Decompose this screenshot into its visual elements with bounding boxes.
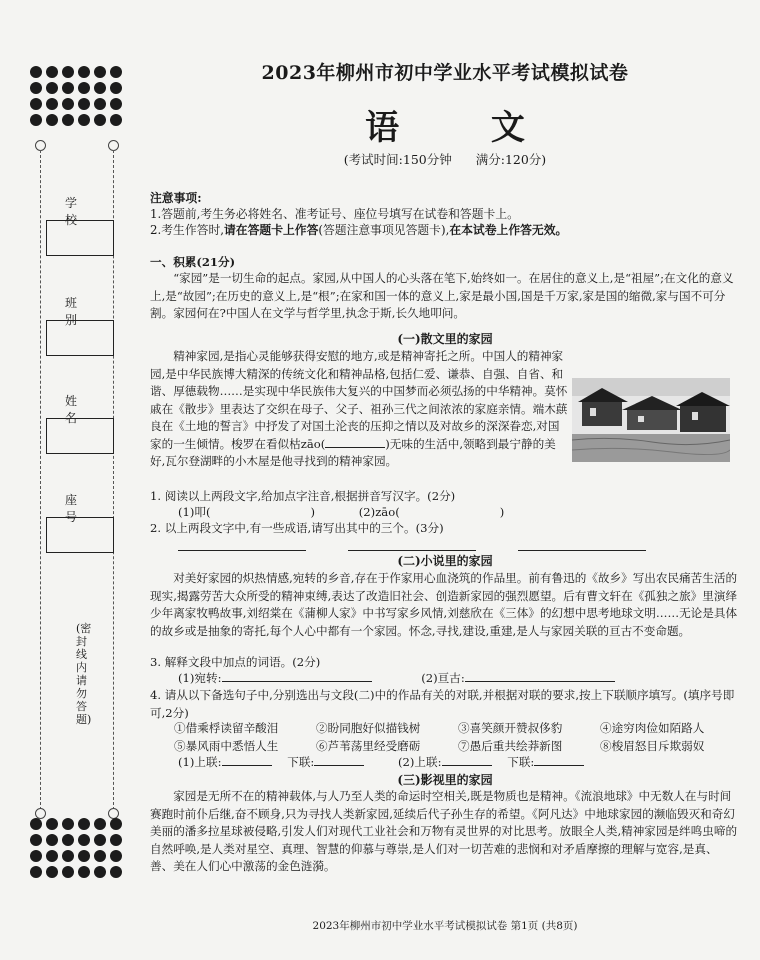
notes-line-2: 2.考生作答时,请在答题卡上作答(答题注意事项见答题卡),在本试卷上作答无效。 <box>150 223 568 237</box>
question-3-answers <box>178 670 738 688</box>
q2-answer-line-1[interactable] <box>178 550 306 551</box>
class-field[interactable] <box>46 320 114 356</box>
binding-dot <box>30 850 42 862</box>
section2-paragraph: 对美好家园的炽热情感,宛转的乡音,存在于作家用心血浇筑的作品里。前有鲁迅的《故乡》写出农民痛苦生活的现实,揭露劳苦大众所受的精神束缚,表达了改造旧社会、创造新家园的强烈愿望。后有曹文轩在《孤独之旅》里演绎少年离家牧鸭故事,刘绍棠在《蒲柳人家》中书写家乡风情,刘慈欣在《三体》的幻想中思考地球文明……无论是具体的故乡或是抽象的寄托,每个人心中都有一个家园。怀念,寻找,建设,重建,是人与家园关联的亘古不变命题。 <box>150 571 738 638</box>
binding-dot <box>30 834 42 846</box>
section1-paragraph: 精神家园,是指心灵能够获得安慰的地方,或是精神寄托之所。中国人的精神家园,是中华民族博大精深的传统文化和精神品格,包括仁爱、谦恭、自强、自省、和谐、厚德载物……是实现中华民族伟大复兴的中国梦而必须弘扬的中华精神。莫怀戚在《散步》里表达了交织在母子、父子、祖孙三代之间浓浓的家庭亲情。端木蕻良在《土地的誓言》中抒发了对国土沦丧的压抑之情以及对故乡的深深眷恋,对国家的一生倾情。梭罗在看似枯zāo( )无味的生活中,领略到最宁静的美好,瓦尔登湖畔的小木屋是他寻找到的精神家园。 <box>150 349 568 468</box>
binding-dot <box>30 82 42 94</box>
option-item: ⑤暴风雨中悉悟人生 <box>174 738 279 753</box>
binding-dot <box>46 66 58 78</box>
binding-dot <box>78 66 90 78</box>
binding-dot <box>30 66 42 78</box>
q2-answer-line-3[interactable] <box>518 550 646 551</box>
section3-title: (三)影视里的家园 <box>397 773 493 787</box>
binding-dot <box>94 66 106 78</box>
seat-field[interactable] <box>46 517 114 553</box>
question-1: 1. 阅读以上两段文字,给加点字注音,根据拼音写汉字。(2分) <box>150 489 456 503</box>
q3-answer-a: (1)宛转: <box>178 671 372 685</box>
binding-dot <box>78 114 90 126</box>
village-photo <box>572 378 730 462</box>
option-item: ③喜笑颜开赞叔侈豹 <box>458 721 563 735</box>
binding-dot <box>78 834 90 846</box>
binding-dot <box>30 98 42 110</box>
binding-dot <box>62 98 74 110</box>
part1-title: 一、积累(21分) <box>150 255 236 269</box>
binding-dot <box>94 850 106 862</box>
q3-answer-b: (2)亘古: <box>421 671 615 685</box>
q4-blank-2-upper[interactable] <box>442 765 492 766</box>
binding-dot <box>110 114 122 126</box>
seal-note: (密封线内请勿答题) <box>76 622 92 726</box>
binding-dot <box>94 818 106 830</box>
binding-dot <box>62 66 74 78</box>
exam-info <box>160 150 730 168</box>
exam-time: (考试时间:150分钟 <box>343 152 452 167</box>
binding-dot <box>46 98 58 110</box>
seal-line-left <box>40 150 41 810</box>
question-4: 4. 请从以下备选句子中,分别选出与文段(二)中的作品有关的对联,并根据对联的要求,按上下联顺序填写。(填序号即可,2分) <box>150 688 735 720</box>
question-4-answers: (1)上联: 下联: (2)上联: 下联: <box>178 754 738 772</box>
subject-title: 语 文 <box>365 108 565 148</box>
q2-answer-line-2[interactable] <box>348 550 476 551</box>
binding-dot <box>110 834 122 846</box>
binding-dot <box>110 850 122 862</box>
section3-paragraph: 家园是无所不在的精神载体,与人乃至人类的命运时空相关,既是物质也是精神。《流浪地球》中无数人在与时间赛跑时前仆后继,奋不顾身,只为寻找人类新家园,延续后代子孙生存的希望。《阿凡达》中地球家园的濒临毁灭和奇幻美丽的潘多拉星球被侵略,引发人们对现代工业社会和万物有灵世界的对比思考。放眼全人类,精神家园是绊鸣虫啼的自然呼唤,是人类对星空、真理、智慧的仰慕与尊崇,是人们对一切苦难的悲悯和对矛盾摩擦的理解与宽容,是真、善、美在人们心中激荡的金色涟漪。 <box>150 789 738 873</box>
option-item: ⑧梭眉怒目斥欺弱奴 <box>600 738 705 753</box>
binding-dot <box>94 98 106 110</box>
exam-score: 满分:120分) <box>475 152 547 167</box>
question-1-answers <box>178 504 678 522</box>
binding-dot <box>110 82 122 94</box>
q1-answer-b: (2)zāo( ) <box>358 505 505 519</box>
binding-dot <box>78 850 90 862</box>
name-field[interactable] <box>46 418 114 454</box>
binding-dot <box>110 98 122 110</box>
binding-dot <box>30 114 42 126</box>
binding-dot <box>94 834 106 846</box>
binding-dot <box>94 866 106 878</box>
binding-dot <box>110 66 122 78</box>
school-label: 学 校 <box>64 196 95 227</box>
binding-dot <box>94 114 106 126</box>
binding-dots-bottom <box>30 818 126 878</box>
binding-dot <box>46 818 58 830</box>
binding-dot <box>30 866 42 878</box>
q4-blank-2-lower[interactable] <box>534 765 584 766</box>
binding-dot <box>30 818 42 830</box>
binding-dot <box>62 818 74 830</box>
seat-label: 座 号 <box>64 493 95 524</box>
binding-dot <box>46 866 58 878</box>
section1-title: (一)散文里的家园 <box>397 332 493 346</box>
binding-dot <box>46 834 58 846</box>
q3-blank-a[interactable] <box>222 681 372 682</box>
binding-dot <box>78 98 90 110</box>
binding-dot <box>62 114 74 126</box>
part1-intro: “家园”是一切生命的起点。家园,从中国人的心头落在笔下,始终如一。在居住的意义上,是“祖屋”;在文化的意义上,是“故园”;在历史的意义上,是“根”;在家和国一体的意义上,家是最小国,国是千万家,家是国的缩微,家与国不可分割。家园何在?中国人在文学与哲学里,执念于斯,长久地叩问。 <box>150 271 734 320</box>
class-label: 班 别 <box>64 296 95 327</box>
binding-dot <box>62 82 74 94</box>
notes-line-1: 1.答题前,考生务必将姓名、准考证号、座位号填写在试卷和答题卡上。 <box>150 207 519 221</box>
binding-dot <box>62 866 74 878</box>
couplet-options <box>174 720 734 755</box>
binding-dot <box>46 114 58 126</box>
q3-blank-b[interactable] <box>465 681 615 682</box>
binding-dot <box>62 834 74 846</box>
binding-dot <box>78 82 90 94</box>
option-item: ②盼同胞好似描钱树 <box>316 721 421 735</box>
q1-answer-a: (1)叩( ) <box>178 505 316 519</box>
notes-title: 注意事项: <box>150 191 202 205</box>
option-item: ⑦愚后重共绘莽新图 <box>458 738 563 753</box>
binding-dot <box>78 866 90 878</box>
option-item: ④途穷肉俭如陌路人 <box>600 721 705 735</box>
binding-dot <box>94 82 106 94</box>
question-2: 2. 以上两段文字中,有一些成语,请写出其中的三个。(3分) <box>150 521 444 535</box>
notes-block <box>150 190 740 238</box>
binding-dot <box>46 850 58 862</box>
q4-blank-1-lower[interactable] <box>314 765 364 766</box>
name-label: 姓 名 <box>64 394 95 425</box>
binding-dot <box>46 82 58 94</box>
binding-dot <box>110 866 122 878</box>
option-item: ⑥芦苇荡里经受磨砺 <box>316 738 421 753</box>
zao-blank[interactable] <box>325 447 385 448</box>
binding-dot <box>62 850 74 862</box>
exam-title: 2023年柳州市初中学业水平考试模拟试卷 <box>261 62 629 84</box>
binding-dot <box>78 818 90 830</box>
section2-title: (二)小说里的家园 <box>397 554 493 568</box>
q4-blank-1-upper[interactable] <box>222 765 272 766</box>
page-footer: 2023年柳州市初中学业水平考试模拟试卷 第1页 (共8页) <box>312 920 578 932</box>
option-item: ①借乘桴读留辛酸泪 <box>174 721 279 735</box>
binding-dots-top <box>30 66 126 126</box>
binding-dot <box>110 818 122 830</box>
school-field[interactable] <box>46 220 114 256</box>
question-3: 3. 解释文段中加点的词语。(2分) <box>150 655 321 669</box>
